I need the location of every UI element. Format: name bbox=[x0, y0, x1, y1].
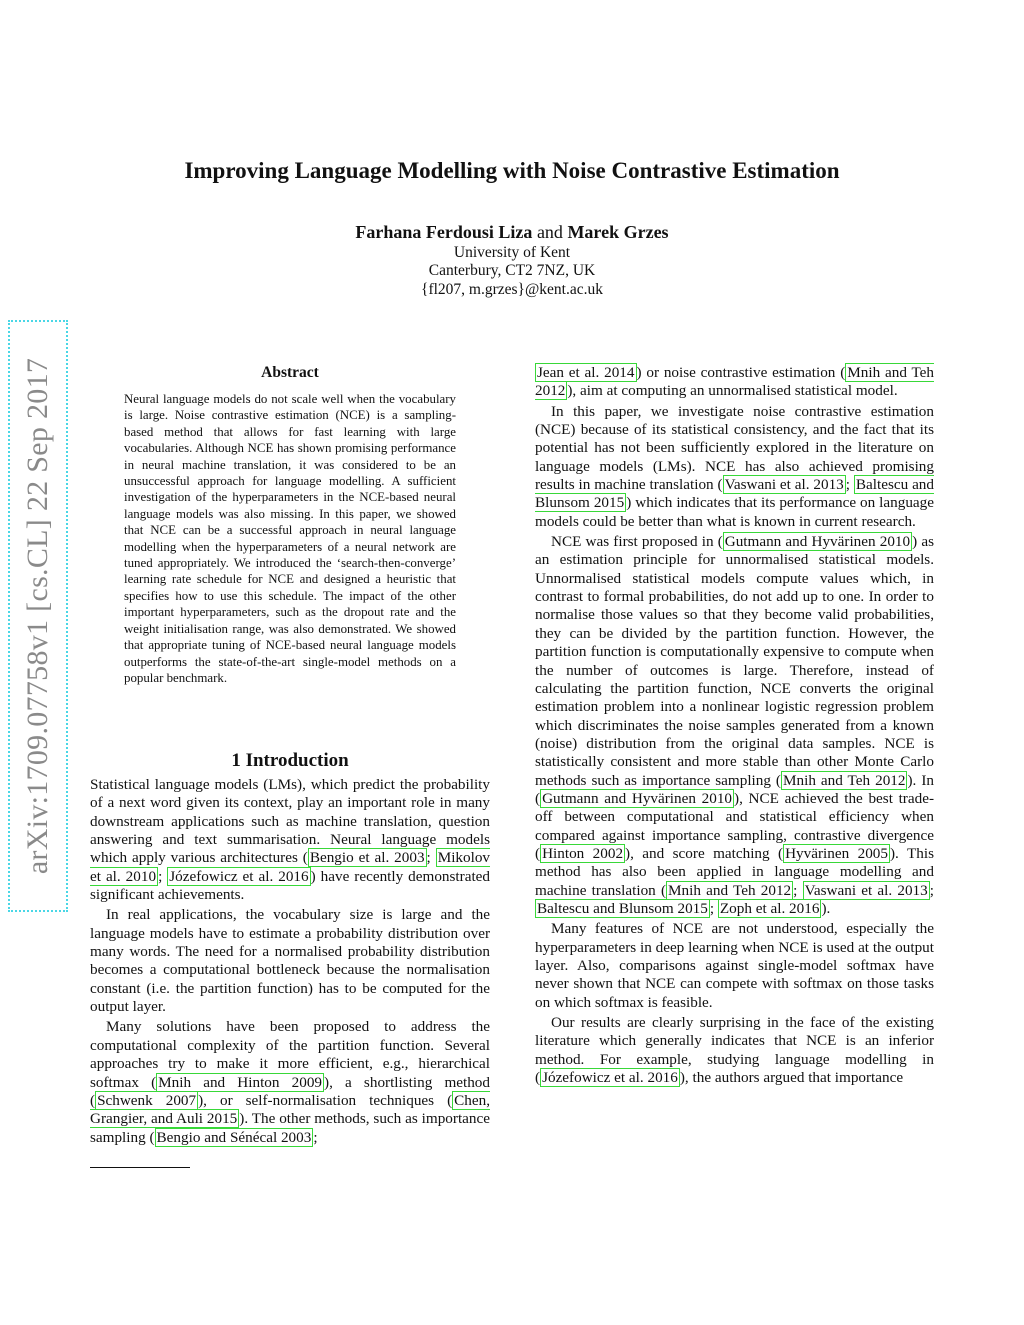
text-run: ), or self-normalisation techniques ( bbox=[198, 1091, 453, 1109]
text-run: ; bbox=[313, 1128, 318, 1146]
text-run: ), and score matching ( bbox=[625, 844, 784, 862]
citation-link[interactable]: Hinton 2002 bbox=[542, 844, 624, 862]
text-run: ), the authors argued that importance bbox=[679, 1069, 904, 1087]
text-run: ) which indicates that its performance on language models could be better than what is known in current research. bbox=[535, 494, 934, 530]
text-run: ), NCE achieved the best trade-off between computational and statistical efficiency when compared against importance sampling, contrastive divergence ( bbox=[535, 789, 934, 862]
text-run: ) have recently demonstrated significant achievements. bbox=[90, 867, 490, 904]
intro-paragraph-1 bbox=[90, 776, 490, 904]
author-line bbox=[0, 222, 1024, 243]
text-run: Statistical language models (LMs), which predict the probability of a next word given its context, play an important role in many downstream applications such as machine translation, question answering and text summarisation. Neural language models which apply various architectures ( bbox=[90, 776, 490, 867]
text-run: ; bbox=[158, 867, 168, 885]
author-1: Farhana Ferdousi Liza bbox=[355, 222, 533, 242]
citation-link[interactable]: Józefowicz et al. 2016 bbox=[169, 867, 309, 885]
citation-link[interactable]: Mnih and Teh 2012 bbox=[668, 881, 792, 899]
citation-link[interactable]: Jean et al. 2014 bbox=[537, 364, 635, 381]
arxiv-stamp-text: arXiv:1709.07758v1 [cs.CL] 22 Sep 2017 bbox=[21, 357, 54, 875]
text-run: ). This method has also been applied in language modelling and machine translation ( bbox=[535, 844, 934, 899]
text-run: ; bbox=[929, 881, 934, 899]
email: {fl207, m.grzes}@kent.ac.uk bbox=[421, 281, 603, 298]
right-paragraph-4 bbox=[535, 1014, 934, 1087]
right-paragraph-2 bbox=[535, 533, 934, 918]
citation-link[interactable]: Hyvärinen 2005 bbox=[785, 844, 888, 862]
citation-link[interactable]: Mikolov et al. 2010 bbox=[90, 849, 491, 885]
text-run: ) as an estimation principle for unnormalised statistical models. Unnormalised statistical models compute values which, in contrast to formal probabilities, do not add up to one. In order to normalise those values so that they become valid probabilities, they can be divided by the partition function. However, the partition function is computationally expensive to compute when the number of outcomes is large. Therefore, instead of calculating the partition function, NCE converts the original estimation problem into a nonlinear logistic regression problem which discriminates the noise samples generated from a known (noise) distribution from the original data samples. NCE is statistically consistent and more stable than other Monte Carlo methods such as importance sampling ( bbox=[535, 533, 934, 789]
citation-link[interactable]: Bengio and Sénécal 2003 bbox=[156, 1128, 312, 1146]
text-run: ; bbox=[793, 881, 803, 899]
address: Canterbury, CT2 7NZ, UK bbox=[428, 262, 596, 279]
text-run: ), aim at computing an unnormalised statistical model. bbox=[567, 382, 898, 400]
citation-link[interactable]: Baltescu and Blunsom 2015 bbox=[537, 899, 708, 917]
intro-paragraph-3 bbox=[90, 1018, 490, 1146]
citation-link[interactable]: Bengio et al. 2003 bbox=[309, 849, 425, 867]
citation-link[interactable]: Józefowicz et al. 2016 bbox=[542, 1069, 678, 1087]
intro-paragraph-2: In real applications, the vocabulary size is large and the language models have to estimate a probability distribution over many words. The need for a normalised probability distribution becomes a computational bottleneck because the normalisation constant (i.e. the partition function) has to be computed for the output layer. bbox=[90, 906, 490, 1016]
text-run: ; bbox=[709, 899, 718, 917]
author-2: Marek Grzes bbox=[567, 222, 669, 242]
left-column bbox=[90, 776, 490, 1147]
text-run: ) or noise contrastive estimation ( bbox=[636, 364, 846, 381]
paper-title: Improving Language Modelling with Noise Contrastive Estimation bbox=[184, 158, 840, 183]
footnote-rule bbox=[90, 1167, 190, 1168]
abstract-text: Neural language models do not scale well when the vocabulary is large. Noise contrastive estimation (NCE) is a sampling-based method that allows for fast learning with large vocabularies. Although NCE has shown promising performance in neural machine translation, it was considered to be an unsuccessful approach for language modelling. A sufficient investigation of the hyperparameters in the NCE-based neural language models was also missing. In this paper, we showed that NCE can be a successful approach in neural language modelling when the hyperparameters of a neural network are tuned appropriately. We introduced the ‘search-then-converge’ learning rate schedule for NCE and designed a heuristic that specifies how to use this schedule. The impact of the other important hyperparameters, such as the dropout rate and the weight initialisation range, was also demonstrated. We showed that appropriate tuning of NCE-based neural language models outperforms the state-of-the-art single-model methods on a popular benchmark. bbox=[124, 392, 456, 685]
abstract-heading: Abstract bbox=[261, 364, 319, 381]
text-run: Our results are clearly surprising in the face of the existing literature which generally indicates that NCE is an inferior method. For example, studying language modelling in ( bbox=[535, 1014, 934, 1087]
author-conjunction: and bbox=[536, 222, 563, 242]
citation-link[interactable]: Gutmann and Hyvärinen 2010 bbox=[542, 789, 733, 807]
citation-link[interactable]: Chen, Grangier, and Auli 2015 bbox=[90, 1091, 490, 1128]
text-run: ). bbox=[821, 899, 831, 917]
text-run: Many solutions have been proposed to address the computational complexity of the partition function. Several approaches try to make it more efficient, e.g., hierarchical softmax ( bbox=[90, 1018, 490, 1091]
citation-link[interactable]: Vaswani et al. 2013 bbox=[724, 476, 844, 494]
citation-link[interactable]: Zoph et al. 2016 bbox=[719, 899, 820, 917]
institution: University of Kent bbox=[453, 244, 571, 261]
citation-link[interactable]: Mnih and Teh 2012 bbox=[783, 771, 906, 789]
citation-link[interactable]: Gutmann and Hyvärinen 2010 bbox=[724, 533, 911, 551]
right-paragraph-0 bbox=[535, 364, 934, 401]
text-run: ). In ( bbox=[535, 771, 934, 807]
right-paragraph-1 bbox=[535, 403, 934, 531]
arxiv-stamp bbox=[8, 320, 68, 912]
citation-link[interactable]: Vaswani et al. 2013 bbox=[804, 881, 928, 899]
text-run: In this paper, we investigate noise contrastive estimation (NCE) because of its statistical consistency, and the fact that its potential has not been sufficiently explored in the literature on language models (LMs). NCE has also achieved promising results in machine translation ( bbox=[535, 402, 934, 494]
citation-link[interactable]: Schwenk 2007 bbox=[97, 1091, 197, 1109]
citation-link[interactable]: Mnih and Hinton 2009 bbox=[158, 1073, 323, 1091]
text-run: ; bbox=[426, 849, 436, 867]
citation-link[interactable]: Mnih and Teh 2012 bbox=[535, 364, 934, 400]
text-run: ; bbox=[845, 476, 854, 494]
right-paragraph-3: Many features of NCE are not understood, especially the hyperparameters in deep learning when NCE is used at the output layer. Also, comparisons against single-model softmax have never shown that NCE can compete with softmax on those tasks on which softmax is feasible. bbox=[535, 920, 934, 1011]
section-heading-introduction: 1 Introduction bbox=[231, 750, 349, 771]
text-run: NCE was first proposed in ( bbox=[551, 533, 723, 551]
text-run: ). The other methods, such as importance sampling ( bbox=[90, 1110, 490, 1146]
right-column bbox=[535, 364, 934, 1087]
text-run: ), a shortlisting method ( bbox=[90, 1073, 490, 1109]
citation-link[interactable]: Baltescu and Blunsom 2015 bbox=[535, 476, 934, 512]
